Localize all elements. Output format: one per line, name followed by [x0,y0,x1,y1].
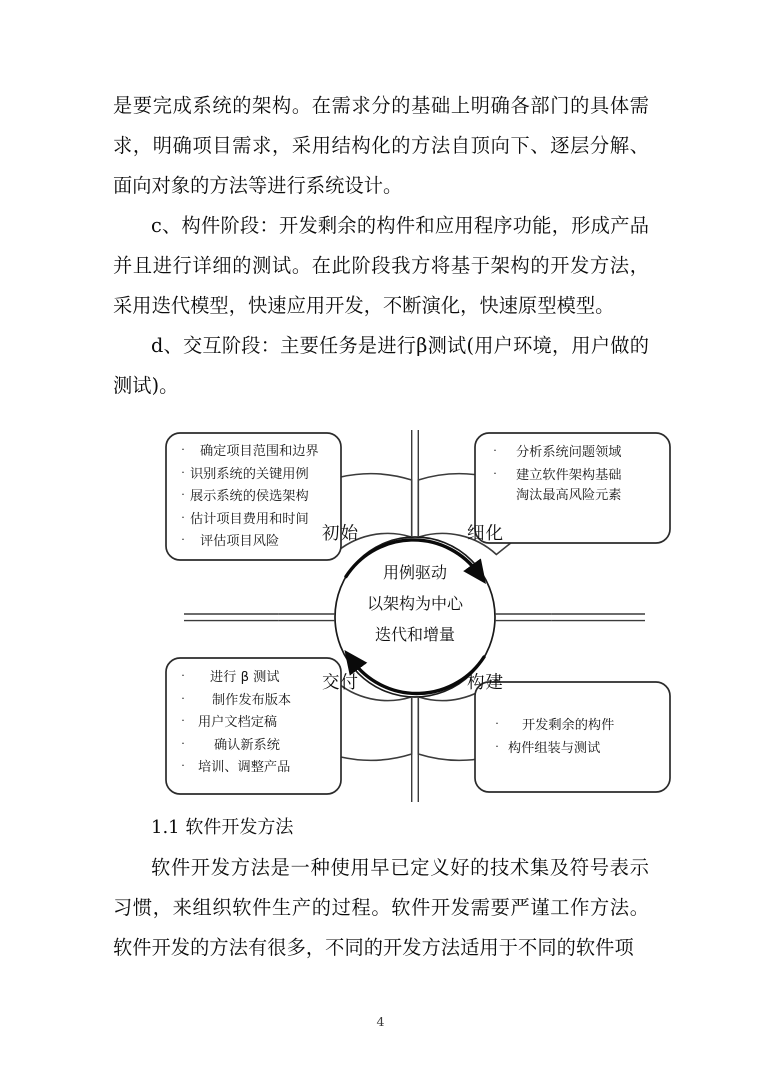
center-principle-text [320,557,510,650]
callout-item: 淘汰最高风险元素 [516,488,622,503]
quadrant-label-transition: 交付 [322,673,359,693]
bullet-icon: · [181,443,185,456]
quadrant-label-elaboration: 细化 [467,524,504,544]
bullet-icon: · [181,736,185,750]
body-text-lower [113,808,649,968]
bullet-icon: · [493,466,497,480]
paragraph-component-phase: c、构件阶段：开发剩余的构件和应用程序功能，形成产品并且进行详细的测试。在此阶段我方将基于架构的开发方法，采用迭代模型，快速应用开发，不断演化，快速原型模型。 [113,214,649,317]
bullet-icon: · [181,465,185,479]
callout-item: · 展示系统的侯选架构 [176,485,319,508]
callout-item: · 构件组装与测试 [490,737,614,760]
callout-item: · 进行 β 测试 [176,666,291,689]
bullet-icon: · [181,510,185,524]
callout-item: · 用户文档定稿 [176,711,291,734]
bullet-icon: · [181,759,185,772]
paragraph-interaction-phase: d、交互阶段：主要任务是进行β测试(用户环境，用户做的测试)。 [113,334,649,397]
callout-item: · 识别系统的关键用例 [176,463,319,486]
callout-item: · 培训、调整产品 [176,756,291,779]
callout-item: · 分析系统问题领域 [488,441,622,464]
paragraph-dev-methods: 软件开发方法是一种使用早已定义好的技术集及符号表示习惯，来组织软件生产的过程。软件开发需要严谨工作方法。软件开发的方法有很多，不同的开发方法适用于不同的软件项 [113,856,649,959]
callout-text-construction [490,714,614,759]
center-line-1: 用例驱动 [382,563,447,582]
callout-text-transition [176,666,291,779]
callout-item: · 建立软件架构基础 [488,464,622,487]
bullet-icon: · [181,669,185,682]
callout-item: · 估计项目费用和时间 [176,508,319,531]
section-heading-1-1: 1.1 软件开发方法 [151,817,294,838]
callout-text-elaboration [488,441,622,507]
quadrant-label-construction: 构建 [467,673,504,693]
callout-item: · 确定项目范围和边界 [176,440,319,463]
bullet-icon: · [495,717,499,730]
paragraph-architecture: 是要完成系统的架构。在需求分的基础上明确各部门的具体需求，明确项目需求，采用结构化的方法自顶向下、逐层分解、面向对象的方法等进行系统设计。 [113,94,649,197]
bullet-icon: · [181,488,185,501]
quadrant-label-inception: 初始 [322,524,359,544]
page-number: 4 [376,1014,385,1029]
callout-item: · 评估项目风险 [176,530,319,553]
callout-text-inception [176,440,319,553]
center-line-2: 以架构为中心 [366,594,463,613]
bullet-icon: · [493,444,497,457]
bullet-icon: · [181,714,185,727]
callout-item: · 开发剩余的构件 [490,714,614,737]
rup-phases-diagram [150,424,680,810]
bullet-icon: · [181,691,185,705]
bullet-icon: · [181,533,185,546]
bullet-icon: · [495,739,499,753]
center-line-3: 迭代和增量 [374,625,455,644]
body-text-upper [113,86,649,406]
callout-item: · 确认新系统 [176,734,291,757]
callout-item: · 制作发布版本 [176,689,291,712]
